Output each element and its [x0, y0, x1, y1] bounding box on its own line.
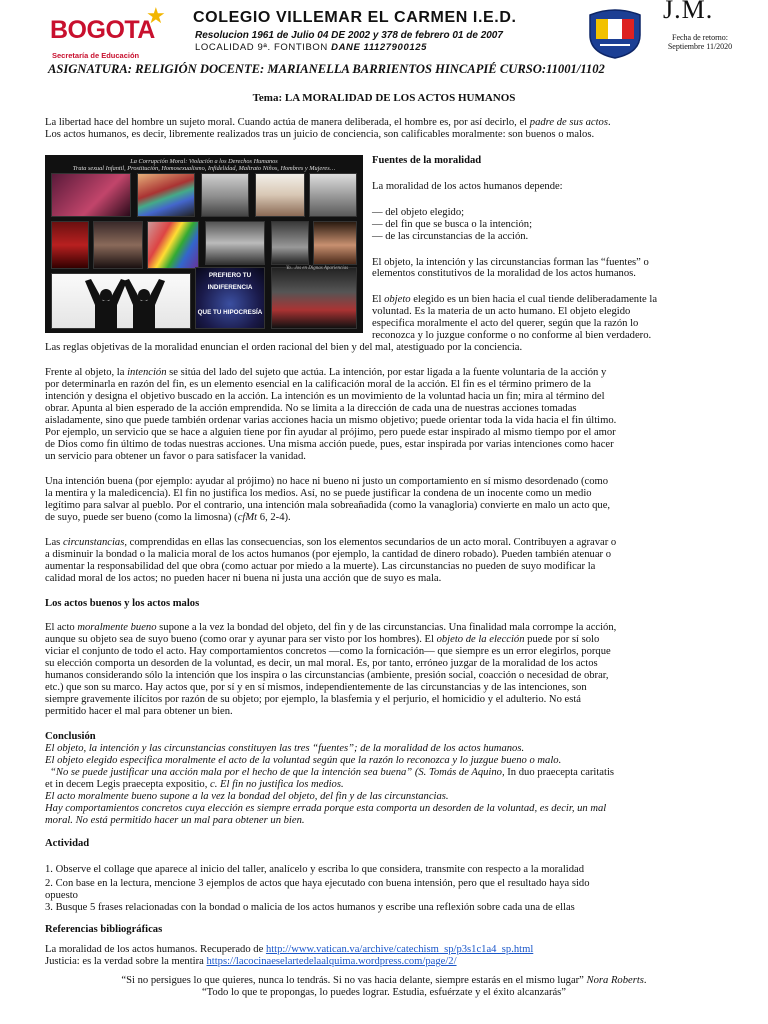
collage-caption-1: PREFIERO TU INDIFERENCIA [207, 272, 253, 292]
collage-title: La Corrupción Moral: Violación a los Derechos Humanos [130, 158, 278, 165]
raised-hands-icon [75, 275, 175, 329]
activity-item-2: 2. Con base en la lectura, mencione 3 ejemplos de actos que haya ejecutado con buena intensión, pero que el resultado haya sido [45, 878, 590, 889]
intencion-line-3: intención y designa el objetivo buscado en la acción. La intención es un movimiento de la voluntad hacia un fin; mira al término del [45, 391, 605, 402]
bogota-logo [48, 3, 180, 60]
circ-line-3: aumentar la responsabilidad del que obra (como actuar por miedo a la muerte). Las circunstancias no pueden de suyo modificar la [45, 561, 596, 572]
fuentes-para-1b: elementos constitutivos de la moralidad de los actos humanos. [372, 268, 636, 279]
school-name: COLEGIO VILLEMAR EL CARMEN I.E.D. [193, 9, 517, 26]
locality-text: LOCALIDAD 9ª. FONTIBON [195, 42, 328, 53]
concl-line-6: Hay comportamientos concretos cuya elección es siempre errada porque esta comporta un desorden de la voluntad, es decir, un mal [45, 803, 607, 814]
objeto-line-4: reconozca y lo juzgue conforme o no conforme al bien verdadero. [372, 330, 652, 341]
school-resolution: Resolucion 1961 de Julio 04 DE 2002 y 378 de febrero 01 de 2007 [195, 30, 503, 41]
objeto-line-1: El objeto elegido es un bien hacia el cual tiende deliberadamente la [372, 294, 658, 305]
bm-line-5: humanos considerando sólo la intención que los inspira o las circunstancias (ambiente, presión social, coacción o necesidad de obrar, [45, 670, 609, 681]
section-heading-fuentes: Fuentes de la moralidad [372, 155, 482, 166]
intencion-line-1: Frente al objeto, la intención se sitúa del lado del sujeto que actúa. La intención, por estar ligada a la fuente voluntaria de la acción y [45, 367, 607, 378]
bm-line-6: etc.) que son su marco. Hay actos que, por sí y en sí mismos, independientemente de las circunstancias y de las intenciones, son [45, 682, 587, 693]
circ-line-4: calidad moral de los actos; no pueden hacer ni buena ni justa una acción que de suyo es mala. [45, 573, 442, 584]
school-shield-icon [586, 5, 644, 59]
activity-item-1: 1. Observe el collage que aparece al inicio del taller, analícelo y escriba lo que considera, transmite con respecto a la moralidad [45, 864, 585, 875]
return-date-value: Septiembre 11/2020 [667, 42, 733, 51]
objeto-line-5: Las reglas objetivas de la moralidad enuncian el orden racional del bien y del mal, atestiguado por la conciencia. [45, 342, 523, 353]
bm-line-3: viciar el conjunto de todo el acto. Hay comportamientos concretos —como la fornicación— que siempre es un error elegirlos, porque [45, 646, 611, 657]
fuentes-depende: La moralidad de los actos humanos depende: [372, 181, 563, 192]
collage-caption-3: Ya…los en Dignas Apariencias [285, 266, 349, 271]
fuentes-item-1: — del objeto elegido; [372, 207, 465, 218]
collage-subtitle: Trata sexual Infantil, Prostitución, Homosexualismo, Infidelidad, Maltrato Niños, Hombres y Mujeres… [72, 165, 336, 172]
collage-caption-2: QUE TU HIPOCRESÍA [197, 309, 263, 316]
fuentes-item-3: — de las circunstancias de la acción. [372, 231, 529, 242]
concl-line-7: moral. No está permitido hacer un mal para obtener un bien. [45, 815, 305, 826]
dane-text: DANE 11127900125 [331, 42, 427, 53]
return-date [664, 33, 736, 51]
quote-2: “Todo lo que te propongas, lo puedes lograr. Estudia, esfuérzate y el éxito alcanzarás” [201, 987, 566, 998]
quote-1: “Si no persigues lo que quieres, nunca lo tendrás. Si no vas hacia delante, siempre estarás en el mismo lugar” Nora Roberts. [121, 975, 647, 986]
intencion-line-2: por determinarla en razón del fin, es un elemento esencial en la calificación moral de la acción. El fin es el término primero de la [45, 379, 591, 390]
section-heading-buenos-malos: Los actos buenos y los actos malos [45, 598, 200, 609]
intencion-line-4: obrar. Apunta al bien esperado de la acción emprendida. No se limita a la dirección de cada una de nuestras acciones tomadas [45, 403, 577, 414]
buena-line-1: Una intención buena (por ejemplo: ayudar al prójimo) no hace ni bueno ni justo un comportamiento en sí mismo desordenado (como [45, 476, 609, 487]
star-icon: ★ [146, 3, 166, 28]
circ-line-1: Las circunstancias, comprendidas en ellas las consecuencias, son los elementos secundarios de un acto moral. Contribuyen a agravar o [45, 537, 617, 548]
morality-collage-image [45, 155, 363, 333]
bm-line-1: El acto moralmente bueno supone a la vez la bondad del objeto, del fin y de las circunstancias. Una finalidad mala corrompe la acción, [45, 622, 617, 633]
intencion-line-5: aisladamente, sino que puede también ordenar varias acciones hacia un mismo objetivo; puede orientar toda la vida hacia el fin último. [45, 415, 617, 426]
bm-line-2: aunque su objeto sea de suyo bueno (como orar y ayunar para ser visto por los hombres). El objeto de la elección puede por sí solo [45, 634, 600, 645]
circ-line-2: a disminuir la bondad o la malicia moral de los actos humanos (por ejemplo, la cantidad de dinero robado). Pueden también atenuar o [45, 549, 612, 560]
topic-title: Tema: LA MORALIDAD DE LOS ACTOS HUMANOS [252, 92, 516, 104]
fuentes-item-2: — del fin que se busca o la intención; [372, 219, 533, 230]
concl-line-1: El objeto, la intención y las circunstancias constituyen las tres “fuentes”; de la moralidad de los actos humanos. [45, 743, 525, 754]
concl-line-4: et in decem Legis praecepta expositio, c. El fin no justifica los medios. [45, 779, 344, 790]
logo-subtitle: Secretaría de Educación [52, 51, 140, 60]
section-heading-conclusion: Conclusión [45, 731, 96, 742]
logo-text: BOGOTA [50, 16, 155, 44]
intro-line-1: La libertad hace del hombre un sujeto moral. Cuando actúa de manera deliberada, el hombre es, por así decirlo, el padre de sus actos. [45, 117, 611, 128]
bm-line-4: su elección comporta un desorden de la voluntad, es decir, un mal moral. Es, por tanto, erróneo juzgar de la moralidad de los actos [45, 658, 598, 669]
concl-line-5: El acto moralmente bueno supone a la vez la bondad del objeto, del fin y de las circunstancias. [45, 791, 449, 802]
reference-1: La moralidad de los actos humanos. Recuperado de http://www.vatican.va/archive/catechism_sp/p3s1c1a4_sp.html [45, 944, 534, 955]
fuentes-para-1: El objeto, la intención y las circunstancias forman las “fuentes” o [372, 257, 649, 268]
bm-line-8: permitido hacer el mal para obtener un bien. [45, 706, 233, 717]
activity-item-3: 3. Busque 5 frases relacionadas con la bondad o malicia de los actos humanos y escribe una reflexión sobre cada una de ellas [45, 902, 575, 913]
vatican-link[interactable]: http://www.vatican.va/archive/catechism_sp/p3s1c1a4_sp.html [265, 944, 534, 955]
concl-line-2: El objeto elegido especifica moralmente el acto de la voluntad según que la razón lo reconozca y lo juzgue bueno o malo. [45, 755, 562, 766]
buena-line-4: de suyo, puede ser bueno (como la limosna) (cfMt 6, 2-4). [45, 512, 291, 523]
bm-line-7: siempre gravemente ilícitos por razón de su objeto; por ejemplo, la blasfemia y el perjurio, el homicidio y el adulterio. No está [45, 694, 581, 705]
reference-2: Justicia: es la verdad sobre la mentira https://lacocinaeselartedelaalquima.wordpress.com/page/2/ [45, 956, 457, 967]
jornada-label: J.M. [663, 0, 714, 24]
objeto-line-3: especifica moralmente el acto del querer, según que la razón lo [372, 318, 639, 329]
school-locality [195, 42, 427, 54]
intencion-line-6: Por ejemplo, un servicio que se hace a alguien tiene por fin ayudar al prójimo, pero puede estar inspirado al mismo tiempo por el amor [45, 427, 616, 438]
concl-line-3: “No se puede justificar una acción mala por el hecho de que la intención sea buena” (S. Tomás de Aquino, In duo praecepta caritatis [50, 767, 615, 778]
intencion-line-7: de Dios como fin último de todas nuestras acciones. Una misma acción puede, pues, estar inspirada por varias intenciones como hacer [45, 439, 614, 450]
section-heading-actividad: Actividad [45, 838, 90, 849]
lacocina-link[interactable]: https://lacocinaeselartedelaalquima.wordpress.com/page/2/ [206, 956, 457, 967]
return-date-label: Fecha de retorno: [672, 33, 728, 42]
intro-line-2: Los actos humanos, es decir, libremente realizados tras un juicio de conciencia, son calificables moralmente: son buenos o malos. [45, 129, 595, 140]
buena-line-2: la mentira y la maledicencia). El fin no justifica los medios. Así, no se puede justificar la condena de un inocente como un medio [45, 488, 592, 499]
objeto-line-2: voluntad. Es la materia de un acto humano. El objeto elegido [372, 306, 631, 317]
buena-line-3: legítimo para salvar al pueblo. Por el contrario, una intención mala sobreañadida (como la vanagloria) convierte en malo un acto que, [45, 500, 611, 511]
activity-item-2b: opuesto [45, 890, 78, 901]
intencion-line-8: un servicio para obtener un favor o para satisfacer la vanidad. [45, 451, 306, 462]
subject-line: ASIGNATURA: RELIGIÓN DOCENTE: MARIANELLA BARRIENTOS HINCAPIÉ CURSO:11001/1102 [48, 62, 605, 76]
section-heading-referencias: Referencias bibliográficas [45, 924, 163, 935]
